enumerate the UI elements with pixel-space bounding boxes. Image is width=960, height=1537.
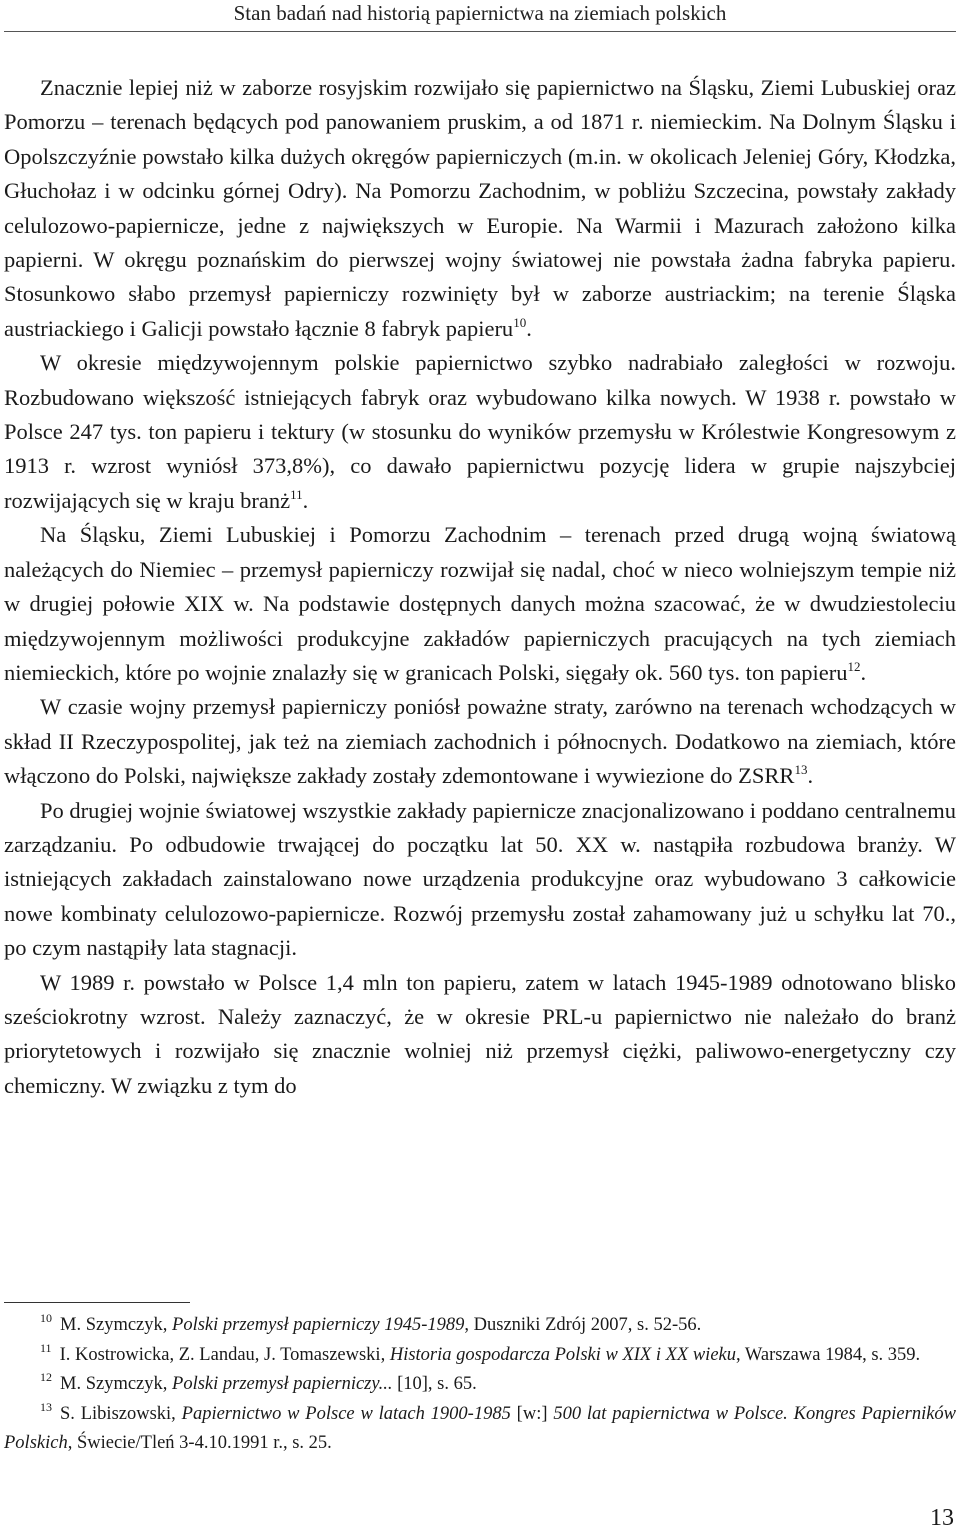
footnote-12-rest: [10], s. 65. — [392, 1374, 477, 1395]
footnote-10-title: Polski przemysł papierniczy 1945-1989 — [172, 1315, 465, 1335]
footnote-11-author: I. Kostrowicka, Z. Landau, J. Tomaszewski, — [59, 1344, 390, 1365]
footnote-10 — [4, 1311, 956, 1341]
header-divider — [4, 31, 956, 32]
footnote-number-11: 11 — [40, 1340, 52, 1355]
footnote-13-author: S. Libiszowski, — [60, 1403, 182, 1424]
paragraph-3 — [4, 518, 956, 690]
footnote-11 — [4, 1341, 956, 1371]
paragraph-5: Po drugiej wojnie światowej wszystkie zakłady papiernicze znacjonalizowano i poddano centralnemu zarządzaniu. Po odbudowie trwającej do początku lat 50. XX w. nastąpiła rozbudowa branży. W istniejących zakładach zainstalowano nowe urządzenia produkcyjne oraz wybudowano 3 całkowicie nowe kombinaty celulozowo-papiernicze. Rozwój przemysłu został zahamowany już u schyłku lat 70., po czym nastąpiły lata stagnacji. — [4, 797, 956, 961]
paragraph-2-end: . — [302, 487, 309, 513]
paragraph-3-text: Na Śląsku, Ziemi Lubuskiej i Pomorzu Zachodnim – terenach przed drugą wojną światową należących do Niemiec – przemysł papierniczy rozwijał się nadal, choć w nieco wolniejszym tempie niż w drugiej połowie XIX w. Na podstawie dostępnych danych można szacować, że w dwudziestoleciu międzywojennym możliwości produkcyjne zakładów papierniczych pracujących na tych ziemiach niemieckich, które po wojnie znalazły się w granicach Polski, sięgały ok. 560 tys. ton papieru — [4, 522, 956, 685]
footnote-13 — [4, 1400, 956, 1459]
running-title: Stan badań nad historią papiernictwa na ziemiach polskich — [233, 1, 727, 25]
footnote-number-12: 12 — [40, 1370, 52, 1385]
paragraph-1-end: . — [526, 315, 532, 341]
footnote-12-author: M. Szymczyk, — [60, 1374, 173, 1395]
footnote-number-13: 13 — [40, 1399, 52, 1414]
footnote-13-collection-title: 500 lat papiernictwa w Polsce. Kongres Papierników Polskich — [4, 1403, 957, 1454]
body-text — [4, 71, 956, 1103]
paragraph-4-text: W czasie wojny przemysł papierniczy poniósł poważne straty, zarówno na terenach wchodzących w skład II Rzeczypospolitej, jak też na ziemiach zachodnich i północnych. Dodatkowo na ziemiach, które włączono do Polski, największe zakłady zostały zdemontowane i wywiezione do ZSRR — [4, 694, 956, 789]
paragraph-4 — [4, 690, 956, 793]
footnote-ref-13[interactable]: 13 — [794, 762, 808, 778]
footnote-ref-12[interactable]: 12 — [847, 658, 861, 674]
footnote-10-rest: , Duszniki Zdrój 2007, s. 52-56. — [464, 1315, 702, 1335]
paragraph-1 — [4, 71, 956, 346]
page-number: 13 — [930, 1505, 954, 1531]
footnote-13-title: Papiernictwo w Polsce w latach 1900-1985 — [181, 1403, 511, 1424]
paragraph-6: W 1989 r. powstało w Polsce 1,4 mln ton papieru, zatem w latach 1945-1989 odnotowano blisko sześciokrotny wzrost. Należy zaznaczyć, że w okresie PRL-u papiernictwo nie należało do branż priorytetowych i rozwijało się znacznie wolniej niż przemysł ciężki, paliwowo-energetyczny czy chemiczny. W związku z tym do — [4, 969, 956, 1098]
paragraph-2 — [4, 346, 956, 518]
paragraph-1-text: Znacznie lepiej niż w zaborze rosyjskim rozwijało się papiernictwo na Śląsku, Ziemi Lubuskiej oraz Pomorzu – terenach będących pod panowaniem pruskim, a od 1871 r. niemieckim. Na Dolnym Śląsku i Opolszczyźnie powstało kilka dużych okręgów papierniczych (m.in. w okolicach Jeleniej Góry, Kłodzka, Głuchołaz i w odcinku górnej Odry). Na Pomorzu Zachodnim, w pobliżu Szczecina, powstały zakłady celulozowo-papiernicze, jedne z największych w Europie. Na Warmii i Mazurach założono kilka papierni. W okręgu poznańskim do pierwszej wojny światowej nie powstała żadna fabryka papieru. Stosunkowo słabo przemysł papierniczy rozwinięty był w zaborze austriackim; na terenie Śląska austriackiego i Galicji powstało łącznie 8 fabryk papieru — [4, 75, 956, 341]
paragraph-4-end: . — [807, 763, 814, 789]
paragraph-2-text: W okresie międzywojennym polskie papiernictwo szybko nadrabiało zaległości w rozwoju. Rozbudowano większość istniejących fabryk oraz wybudowano kilka nowych. W 1938 r. powstało w Polsce 247 tys. ton papieru i tektury (w stosunku do wyników przemysłu w Królestwie Kongresowym z 1913 r. wzrost wyniósł 373,8%), co dawało papiernictwu pozycję lidera w grupie najszybciej rozwijających się w kraju branż — [4, 350, 956, 513]
footnote-11-title: Historia gospodarcza Polski w XIX i XX wieku — [389, 1344, 736, 1365]
footnote-13-in: [w:] — [510, 1403, 554, 1424]
footnote-12-title: Polski przemysł papierniczy... — [172, 1374, 393, 1395]
footnote-ref-11[interactable]: 11 — [290, 486, 303, 502]
paragraph-3-end: . — [860, 659, 867, 685]
footnote-ref-10[interactable]: 10 — [513, 314, 527, 330]
footnotes — [4, 1311, 956, 1459]
footnote-12 — [4, 1370, 956, 1400]
footnote-13-rest: , Świecie/Tleń 3-4.10.1991 r., s. 25. — [67, 1433, 332, 1454]
footnote-11-rest: , Warszawa 1984, s. 359. — [736, 1344, 921, 1365]
footnote-10-author: M. Szymczyk, — [60, 1315, 173, 1335]
footnote-divider — [4, 1302, 190, 1303]
footnote-number-10: 10 — [40, 1311, 52, 1325]
